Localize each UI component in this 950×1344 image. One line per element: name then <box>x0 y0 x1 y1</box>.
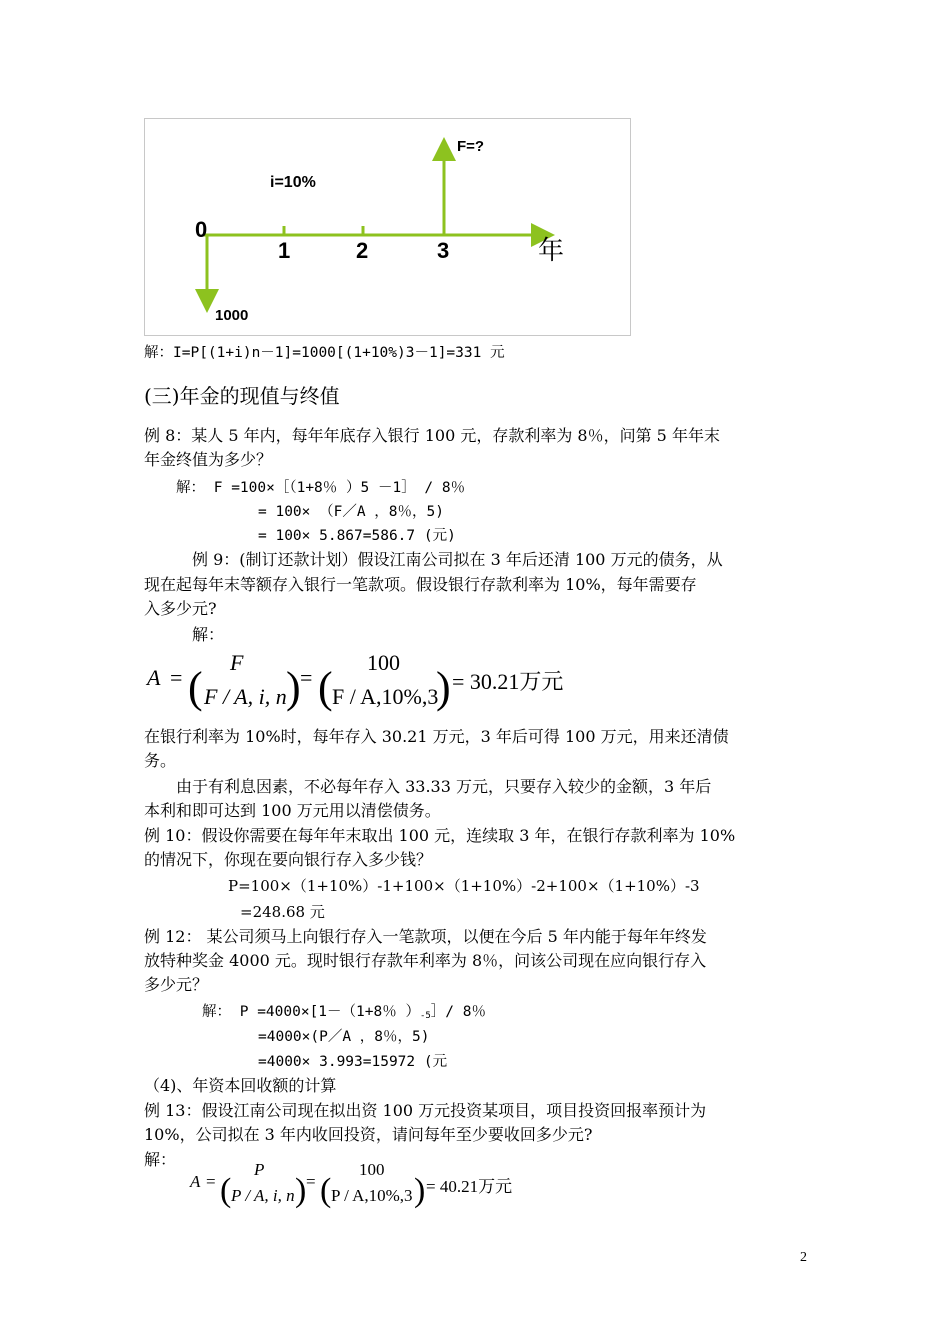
tick-label-2: 2 <box>356 238 369 263</box>
formula1-denominator-1: F / A, i, n <box>204 684 287 709</box>
example-9-line-2: 现在起每年末等额存入银行一笔款项。假设银行存款利率为 10%，每年需要存 <box>144 575 697 594</box>
future-value-label: F=? <box>457 138 485 155</box>
example-9-note-1: 由于有利息因素，不必每年存入 33.33 万元，只要存入较少的金额，3 年后 <box>176 777 712 796</box>
example-10-line-1: 例 10：假设你需要在每年年末取出 100 元，连续取 3 年，在银行存款利率为 10% <box>144 826 736 845</box>
tick-label-0: 0 <box>195 217 208 242</box>
formula2-result: = 40.21万元 <box>426 1177 513 1196</box>
example-12-exponent: -5 <box>419 1011 431 1021</box>
formula2-paren-close-1: ) <box>295 1172 307 1209</box>
axis-unit-label: 年 <box>538 236 565 266</box>
formula2-eq: = <box>206 1172 216 1191</box>
example-9-note-2: 本利和即可达到 100 万元用以清偿债务。 <box>144 801 441 820</box>
formula1-lhs: A <box>147 665 161 690</box>
formula1-eq-2: = <box>300 665 313 690</box>
formula2-eq-2: = <box>306 1172 316 1191</box>
formula1-numerator-2: 100 <box>367 650 400 675</box>
tick-label-1: 1 <box>278 238 291 263</box>
formula1-paren-close-2: ) <box>436 663 451 712</box>
example-10-solution-2: =248.68 元 <box>240 903 325 921</box>
example-9-solution-label: 解： <box>192 625 225 644</box>
example-8-solution-3: = 100× 5.867=586.7 (元) <box>258 528 456 544</box>
outflow-label: 1000 <box>215 307 249 324</box>
example-13-line-1: 例 13：假设江南公司现在拟出资 100 万元投资某项目，项目投资回报率预计为 <box>144 1101 707 1120</box>
example-8-line-2: 年金终值为多少？ <box>144 450 273 469</box>
cash-flow-svg <box>145 119 632 337</box>
rate-label: i=10% <box>270 174 316 191</box>
cash-flow-diagram <box>144 118 631 336</box>
solution-line-interest: 解：I=P[(1+i)n－1]=1000[(1+10%)3－1]=331 元 <box>144 345 505 361</box>
example-10-line-2: 的情况下，你现在要向银行存入多少钱？ <box>144 850 433 869</box>
formula1-numerator-1: F <box>230 650 244 675</box>
page-number: 2 <box>800 1250 807 1265</box>
formula1-eq: = <box>170 665 183 690</box>
section-4-heading: （4)、年资本回收额的计算 <box>144 1076 337 1095</box>
example-12-solution-1 <box>202 1000 486 1021</box>
formula2-paren-open-1: ( <box>220 1172 232 1209</box>
example-13-solution-label: 解： <box>144 1150 177 1169</box>
example-12-solution-1c: ］/ 8％ <box>430 1004 486 1020</box>
formula1-paren-close-1: ) <box>286 663 301 712</box>
formula1-denominator-2: F / A,10%,3 <box>332 684 439 709</box>
section-heading: (三)年金的现值与终值 <box>144 384 340 408</box>
example-10-solution-1: P=100×（1+10%）-1+100×（1+10%）-2+100×（1+10%）-3 <box>228 877 700 895</box>
example-12-solution-2: =4000×(P／A ，8％，5) <box>258 1029 430 1045</box>
example-9-line-3: 入多少元? <box>144 599 217 618</box>
example-12-line-3: 多少元？ <box>144 975 209 994</box>
example-9-conclusion-1: 在银行利率为 10%时，每年存入 30.21 万元，3 年后可得 100 万元，用来还清债 <box>144 727 729 746</box>
example-8-solution-1: 解： F =100×［（1+8％ ）5 －1］ / 8％ <box>176 480 466 496</box>
example-12-line-2: 放特种奖金 4000 元。现时银行存款年利率为 8％，问该公司现在应向银行存入 <box>144 951 707 970</box>
formula2-numerator-1: P <box>254 1160 265 1179</box>
formula2-paren-close-2: ) <box>414 1172 426 1209</box>
formula2-numerator-2: 100 <box>359 1160 385 1179</box>
formula1-paren-open-1: ( <box>188 663 203 712</box>
example-8-line-1: 例 8：某人 5 年内，每年年底存入银行 100 元，存款利率为 8％，问第 5 年年末 <box>144 426 720 445</box>
formula1-paren-open-2: ( <box>318 663 333 712</box>
example-12-solution-1a: 解： P =4000×[1－（1+8％ ） <box>202 1004 420 1020</box>
formula1-result: = 30.21万元 <box>452 669 564 694</box>
example-9-line-1: 例 9：(制订还款计划）假设江南公司拟在 3 年后还清 100 万元的债务，从 <box>192 550 723 569</box>
formula2-lhs: A <box>190 1172 201 1191</box>
example-13-line-2: 10%，公司拟在 3 年内收回投资，请问每年至少要收回多少元? <box>144 1125 593 1144</box>
example-12-line-1: 例 12： 某公司须马上向银行存入一笔款项，以便在今后 5 年内能于每年年终发 <box>144 927 707 946</box>
formula2-paren-open-2: ( <box>320 1172 332 1209</box>
example-9-conclusion-2: 务。 <box>144 751 177 770</box>
example-12-solution-3: =4000× 3.993=15972 (元 <box>258 1054 448 1070</box>
example-8-solution-2: = 100× （F／A ，8％，5) <box>258 504 444 520</box>
formula2-denominator-1: P / A, i, n <box>231 1186 295 1205</box>
formula2-denominator-2: P / A,10%,3 <box>331 1186 413 1205</box>
tick-label-3: 3 <box>437 238 450 263</box>
